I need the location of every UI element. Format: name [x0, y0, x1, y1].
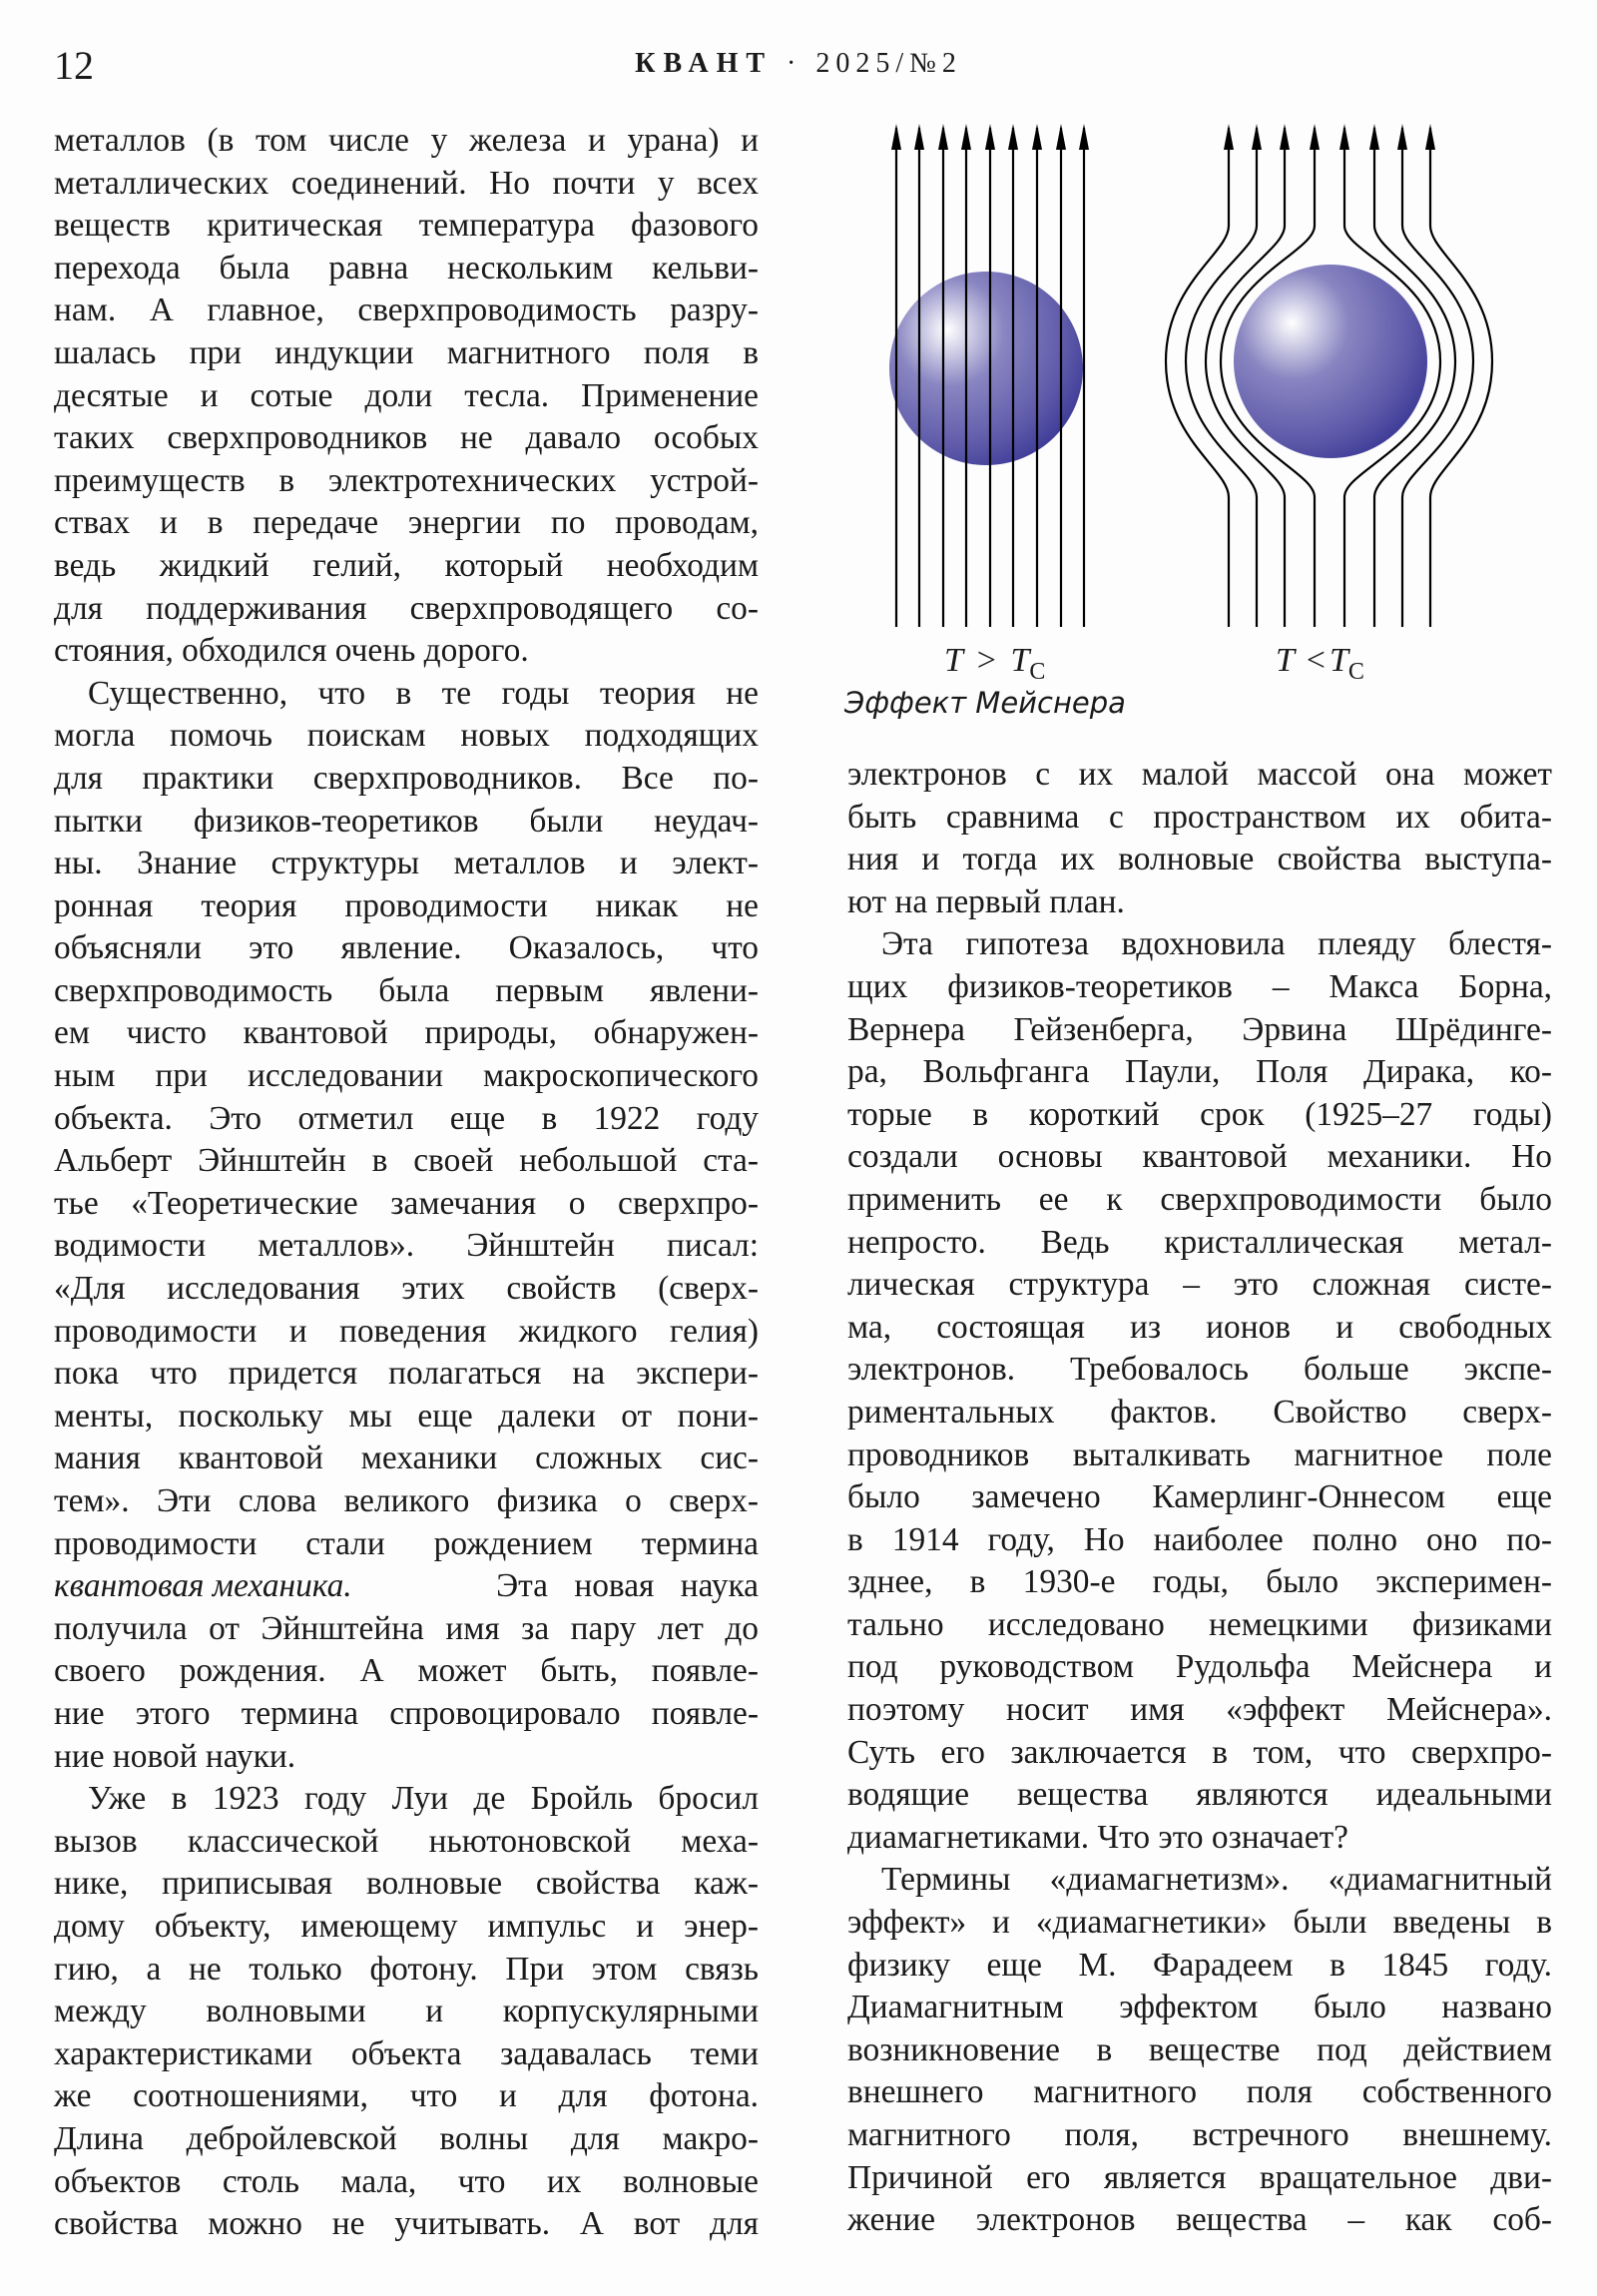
normal-state-panel: [889, 124, 1089, 627]
text-line: же соотношениями, что и для фотона.: [54, 2077, 759, 2115]
label-superconducting-state: $T < T_C$: [1276, 642, 1364, 685]
meissner-diagram: [838, 100, 1557, 659]
text-line: ние новой науки.: [54, 1737, 296, 1775]
meissner-effect-figure: [838, 100, 1557, 749]
text-line: перехода была равна нескольким кельви-: [54, 249, 759, 287]
text-line: объектов столь мала, что их волновые: [54, 2162, 759, 2200]
text-line: ние этого термина спровоцировало появле-: [54, 1694, 759, 1732]
text-line: менты, поскольку мы еще далеки от пони-: [54, 1397, 759, 1435]
text-line: внешнего магнитного поля собственного: [847, 2073, 1552, 2111]
text-line: ным при исследовании макроскопического: [54, 1057, 759, 1095]
text-line: Длина дебройлевской волны для макро-: [54, 2119, 759, 2157]
text-line: десятые и сотые доли тесла. Применение: [54, 376, 759, 414]
text-line: металлических соединений. Но почти у всех: [54, 164, 759, 202]
text-line: проводимости стали рождением термина: [54, 1524, 759, 1562]
text-line: ронная теория проводимости никак не: [54, 886, 759, 924]
text-line: диамагнетиками. Что это означает?: [847, 1818, 1348, 1856]
text-line: магнитного поля, встречного внешнему.: [847, 2116, 1552, 2153]
text-line: своего рождения. А может быть, появле-: [54, 1652, 759, 1690]
text-line: проводимости и поведения жидкого гелия): [54, 1312, 759, 1350]
italic-term: квантовая механика.: [54, 1567, 352, 1605]
text-line: торые в короткий срок (1925–27 годы): [847, 1095, 1552, 1133]
text-line: ем чисто квантовой природы, обнаружен-: [54, 1014, 759, 1052]
text-line: под руководством Рудольфа Мейснера и: [847, 1648, 1552, 1686]
text-line: ведь жидкий гелий, который необходим: [54, 546, 759, 584]
text-line: преимуществ в электротехнических устрой-: [54, 461, 759, 499]
text-line: [54, 1565, 759, 1608]
text-line: характеристиками объекта задавалась теми: [54, 2034, 759, 2072]
text-line: между волновыми и корпускулярными: [54, 1993, 759, 2030]
text-line: таких сверхпроводников не давало особых: [54, 419, 759, 457]
superconducting-state-panel: [1166, 124, 1492, 627]
text-fragment: Эта новая наука: [496, 1567, 759, 1605]
text-line: Альберт Эйнштейн в своей небольшой ста-: [54, 1142, 759, 1180]
text-line: Причиной его является вращательное дви-: [847, 2158, 1552, 2196]
page-number: 12: [54, 43, 94, 88]
right-text-column: [847, 754, 1552, 2242]
text-line: ствах и в передаче энергии по проводам,: [54, 504, 759, 542]
text-line: лическая структура – это сложная систе-: [847, 1266, 1552, 1304]
magazine-title: КВАНТ: [635, 48, 774, 79]
text-line: дому объекту, имеющему импульс и энер-: [54, 1907, 759, 1945]
text-line: «Для исследования этих свойств (сверх-: [54, 1270, 759, 1308]
text-line: применить ее к сверхпроводимости было: [847, 1180, 1552, 1218]
paragraph-start: Эта гипотеза вдохновила плеяду блестя-: [881, 925, 1552, 963]
text-line: ра, Вольфганга Паули, Поля Дирака, ко-: [847, 1053, 1552, 1091]
text-line: шалась при индукции магнитного поля в: [54, 333, 759, 371]
text-line: тем». Эти слова великого физика о сверх-: [54, 1482, 759, 1519]
paragraph-start: Термины «диамагнетизм». «диамагнитный: [881, 1861, 1552, 1899]
text-line: Суть его заключается в том, что сверхпро-: [847, 1733, 1552, 1771]
text-line: электронов. Требовалось больше экспе-: [847, 1351, 1552, 1389]
left-text-column: [54, 120, 759, 2246]
text-line: тально исследовано немецкими физиками: [847, 1605, 1552, 1643]
running-head: [0, 50, 1597, 78]
text-line: электронов с их малой массой она может: [847, 756, 1552, 793]
text-line: тье «Теоретические замечания о сверхпро-: [54, 1184, 759, 1222]
text-line: для поддерживания сверхпроводящего со-: [54, 589, 759, 627]
text-line: в 1914 году, Но наиболее полно оно по-: [847, 1520, 1552, 1558]
text-line: физику еще М. Фарадеем в 1845 году.: [847, 1946, 1552, 1984]
text-line: Диамагнитным эффектом было названо: [847, 1989, 1552, 2026]
text-line: создали основы квантовой механики. Но: [847, 1138, 1552, 1176]
text-line: щих физиков-теоретиков – Макса Борна,: [847, 967, 1552, 1005]
text-line: сверхпроводимость была первым явлени-: [54, 971, 759, 1009]
text-line: жение электронов вещества – как соб-: [847, 2201, 1552, 2239]
text-line: свойства можно не учитывать. А вот для: [54, 2205, 759, 2243]
text-line: нике, приписывая волновые свойства каж-: [54, 1865, 759, 1903]
label-normal-state: $T > T_C$: [944, 642, 1046, 685]
text-line: объясняли это явление. Оказалось, что: [54, 929, 759, 967]
text-line: водящие вещества являются идеальными: [847, 1776, 1552, 1814]
paragraph-start: Существенно, что в те годы теория не: [88, 674, 759, 712]
sphere-icon: [1234, 265, 1427, 458]
text-line: гию, а не только фотону. При этом связь: [54, 1950, 759, 1988]
text-line: риментальных фактов. Свойство сверх-: [847, 1393, 1552, 1431]
text-line: ны. Знание структуры металлов и элект-: [54, 845, 759, 882]
text-line: веществ критическая температура фазового: [54, 207, 759, 245]
text-line: металлов (в том числе у железа и урана) и: [54, 122, 759, 159]
text-line: зднее, в 1930-е годы, было эксперимен-: [847, 1563, 1552, 1601]
text-line: Вернера Гейзенберга, Эрвина Шрёдинге-: [847, 1010, 1552, 1048]
text-line: ния и тогда их волновые свойства выступа-: [847, 841, 1552, 878]
text-line: проводников выталкивать магнитное поле: [847, 1435, 1552, 1473]
text-line: пытки физиков-теоретиков были неудач-: [54, 802, 759, 840]
text-line: возникновение в веществе под действием: [847, 2030, 1552, 2068]
text-line: объекта. Это отметил еще в 1922 году: [54, 1099, 759, 1137]
issue-number: 2025/№2: [815, 48, 962, 79]
text-line: могла помочь поискам новых подходящих: [54, 717, 759, 755]
text-line: поэтому носит имя «эффект Мейснера».: [847, 1691, 1552, 1729]
text-line: ют на первый план.: [847, 882, 1125, 920]
text-line: эффект» и «диамагнетики» были введены в: [847, 1904, 1552, 1942]
text-line: было замечено Камерлинг-Оннесом еще: [847, 1478, 1552, 1516]
paragraph-start: Уже в 1923 году Луи де Бройль бросил: [88, 1780, 759, 1818]
text-line: стояния, обходился очень дорого.: [54, 632, 529, 670]
text-line: получила от Эйнштейна имя за пару лет до: [54, 1609, 759, 1647]
text-line: непросто. Ведь кристаллическая метал-: [847, 1223, 1552, 1261]
text-line: мания квантовой механики сложных сис-: [54, 1439, 759, 1477]
header-separator: ·: [787, 48, 802, 79]
text-line: водимости металлов». Эйнштейн писал:: [54, 1227, 759, 1265]
text-line: быть сравнима с пространством их обита-: [847, 798, 1552, 836]
text-line: вызов классической ньютоновской меха-: [54, 1822, 759, 1860]
text-line: нам. А главное, сверхпроводимость разру-: [54, 291, 759, 329]
figure-caption: Эффект Мейснера: [844, 686, 1126, 720]
text-line: для практики сверхпроводников. Все по-: [54, 759, 759, 797]
text-line: пока что придется полагаться на экспери-: [54, 1355, 759, 1393]
text-line: ма, состоящая из ионов и свободных: [847, 1308, 1552, 1346]
